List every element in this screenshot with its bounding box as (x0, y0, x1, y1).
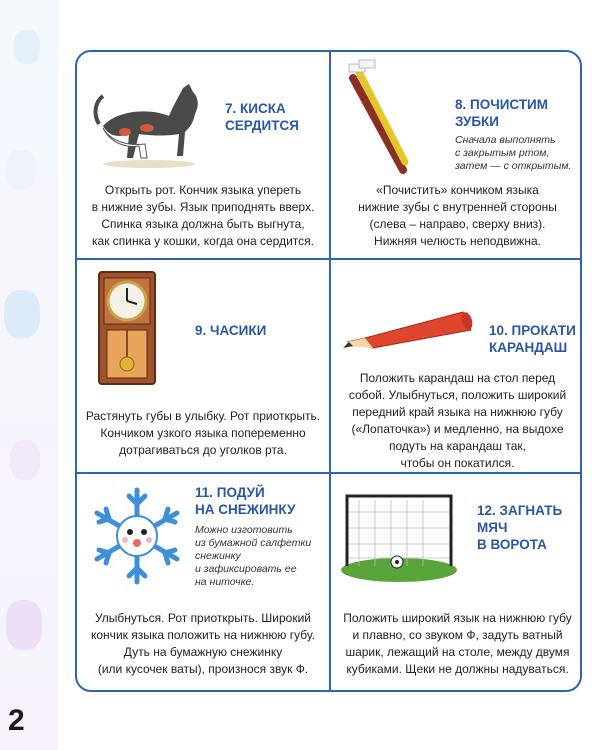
exercise-card (331, 52, 582, 258)
card-title: 9. ЧАСИКИ (195, 323, 267, 338)
card-title: 8. ПОЧИСТИМ ЗУБКИ (455, 97, 549, 129)
exercise-card (331, 260, 582, 472)
decor-shape (14, 30, 40, 64)
card-instructions: Положить широкий язык на нижнюю губу и плавно, со звуком Ф, задуть ватный шарик, лежащий на столе, между двумя кубиками. Щеки не должны надуваться. (343, 611, 572, 676)
card-title: 7. КИСКА СЕРДИТСЯ (225, 101, 299, 133)
card-title: 10. ПРОКАТИ КАРАНДАШ (489, 323, 576, 355)
decor-shape (4, 290, 40, 338)
side-decoration (0, 0, 58, 750)
snowflake-icon (87, 486, 187, 586)
card-instructions: «Почистить» кончиком языка нижние зубы с внутренней стороны (слева – направо, сверху вниз). Нижняя челюсть неподвижна. (358, 183, 557, 248)
card-title: 12. ЗАГНАТЬ МЯЧ В ВОРОТА (477, 503, 563, 552)
page-number: 2 (8, 704, 25, 737)
soccer-goal-icon (339, 490, 459, 582)
decor-shape (6, 150, 36, 190)
card-instructions: Открыть рот. Кончик языка упереть в нижние зубы. Язык приподнять вверх. Спинка языка должна быть выгнута, как спинка у кошки, когда она сердится. (91, 183, 315, 248)
exercise-card (77, 260, 329, 472)
card-instructions: Положить карандаш на стол перед собой. Улыбнуться, положить широкий передний край языка на нижнюю губу («Лопаточка») и медленно, на выдохе подуть на карандаш так, чтобы он покатился. (348, 371, 567, 470)
exercise-card (331, 474, 582, 692)
exercise-grid (75, 50, 582, 692)
exercise-card (77, 52, 329, 258)
pendulum-clock-icon (97, 270, 157, 386)
cat-icon (89, 66, 209, 170)
decor-shape (6, 600, 42, 650)
pencil-icon (343, 306, 479, 350)
card-note: Можно изготовить из бумажной салфетки снежинку и зафиксировать ее на ниточке. (195, 524, 312, 588)
card-note: Сначала выполнять с закрытым ртом, затем — с открытым. (455, 134, 572, 172)
exercise-card (77, 474, 329, 692)
decor-shape (10, 440, 40, 480)
toothbrush-icon (345, 58, 415, 176)
card-title: 11. ПОДУЙ НА СНЕЖИНКУ (195, 485, 296, 517)
card-instructions: Улыбнуться. Рот приоткрыть. Широкий кончик языка положить на нижнюю губу. Дуть на бумажную снежинку (или кусочек ваты), произнося звук Ф. (91, 611, 315, 676)
card-instructions: Растянуть губы в улыбку. Рот приоткрыть. Кончиком узкого языка попеременно дотрагиваться до уголков рта. (85, 409, 321, 457)
